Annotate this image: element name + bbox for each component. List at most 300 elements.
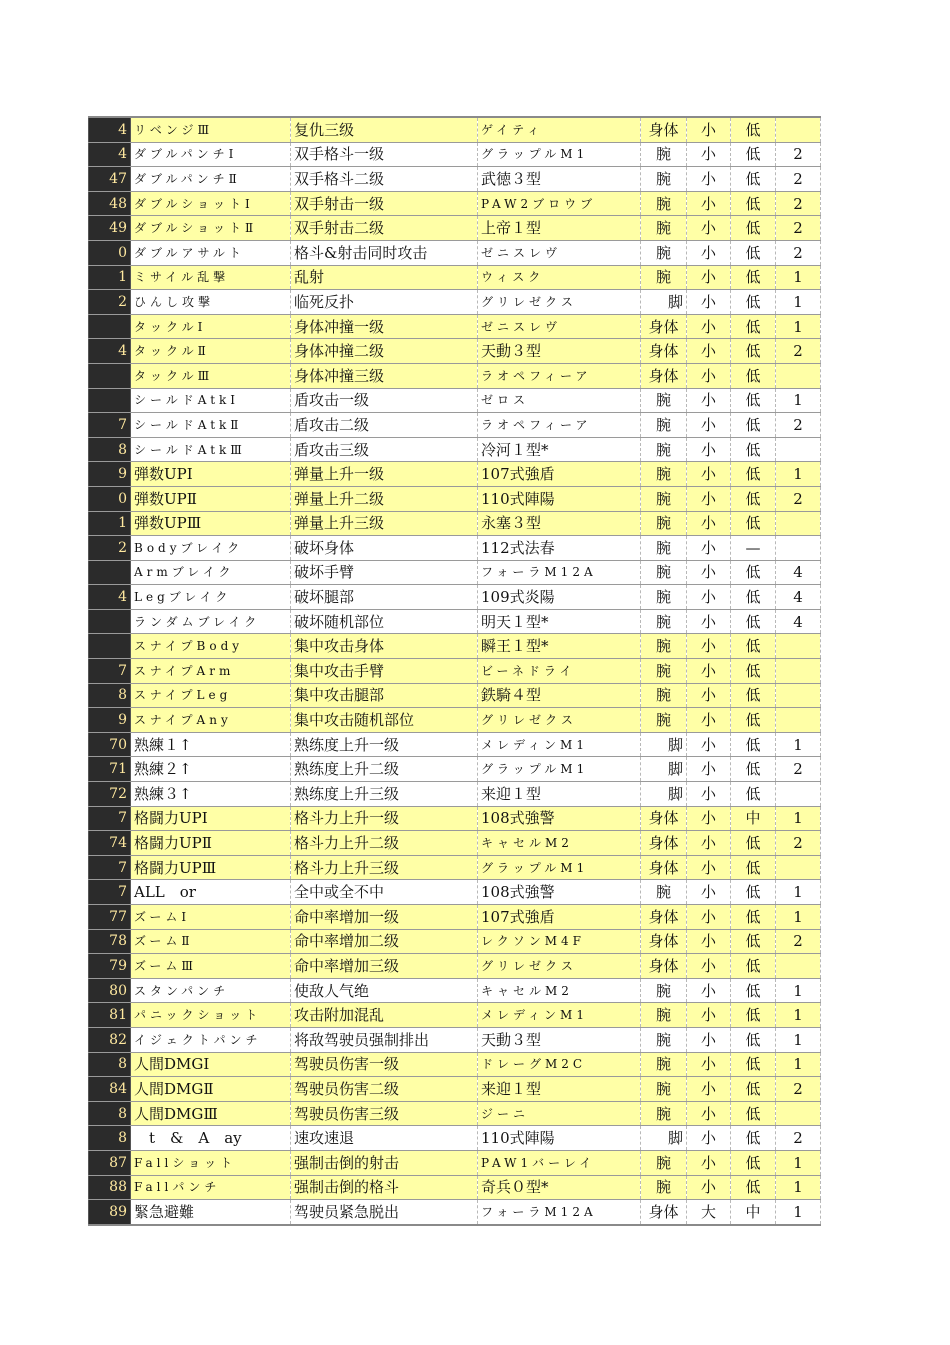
size-cell: 小: [687, 437, 731, 462]
skill-name-cell: 格闘力UPⅠ: [131, 806, 291, 831]
skill-description-cell: 破坏腿部: [291, 585, 478, 610]
part-name-cell: 鉄騎４型: [478, 683, 641, 708]
size-cell: 小: [687, 167, 731, 192]
body-part-cell: 腕: [641, 437, 687, 462]
part-name-cell: PAW1バーレイ: [478, 1150, 641, 1175]
part-name-cell: ラオペフィーア: [478, 363, 641, 388]
size-cell: 小: [687, 659, 731, 684]
skill-name-cell: タックルⅠ: [131, 314, 291, 339]
count-cell: 2: [776, 191, 821, 216]
part-name-cell: キャセルM2: [478, 831, 641, 856]
part-name-cell: 108式強警: [478, 806, 641, 831]
skill-table-body: [89, 117, 821, 1225]
size-cell: 小: [687, 339, 731, 364]
level-cell: 低: [731, 782, 776, 807]
skill-name-cell: ダブルパンチⅠ: [131, 142, 291, 167]
part-name-cell: キャセルM2: [478, 978, 641, 1003]
body-part-cell: 腕: [641, 462, 687, 487]
skill-description-cell: 驾驶员伤害二级: [291, 1077, 478, 1102]
row-number-cell: 48: [89, 191, 131, 216]
size-cell: 小: [687, 1150, 731, 1175]
part-name-cell: ゼロス: [478, 388, 641, 413]
skill-description-cell: 强制击倒的射击: [291, 1150, 478, 1175]
skill-name-cell: スナイプAny: [131, 708, 291, 733]
part-name-cell: グラップルM1: [478, 142, 641, 167]
skill-name-cell: パニックショット: [131, 1003, 291, 1028]
part-name-cell: 明天１型*: [478, 609, 641, 634]
skill-description-cell: 集中攻击随机部位: [291, 708, 478, 733]
count-cell: 1: [776, 1150, 821, 1175]
skill-description-cell: 弹量上升二级: [291, 486, 478, 511]
skill-description-cell: 驾驶员伤害一级: [291, 1052, 478, 1077]
size-cell: 小: [687, 634, 731, 659]
row-number-cell: [89, 363, 131, 388]
skill-description-cell: 驾驶员紧急脱出: [291, 1200, 478, 1225]
body-part-cell: 腕: [641, 1101, 687, 1126]
body-part-cell: 身体: [641, 363, 687, 388]
part-name-cell: 武徳３型: [478, 167, 641, 192]
count-cell: 2: [776, 413, 821, 438]
count-cell: 1: [776, 732, 821, 757]
body-part-cell: 身体: [641, 806, 687, 831]
skill-name-cell: イジェクトパンチ: [131, 1027, 291, 1052]
body-part-cell: 腕: [641, 536, 687, 561]
level-cell: 低: [731, 708, 776, 733]
skill-description-cell: 驾驶员伤害三级: [291, 1101, 478, 1126]
size-cell: 大: [687, 1200, 731, 1225]
row-number-cell: 79: [89, 954, 131, 979]
skill-name-cell: 弾数UPⅡ: [131, 486, 291, 511]
size-cell: 小: [687, 1101, 731, 1126]
skill-name-cell: 弾数UPⅢ: [131, 511, 291, 536]
level-cell: 中: [731, 806, 776, 831]
count-cell: [776, 855, 821, 880]
level-cell: 低: [731, 905, 776, 930]
level-cell: 低: [731, 265, 776, 290]
count-cell: 1: [776, 806, 821, 831]
row-number-cell: 9: [89, 708, 131, 733]
row-number-cell: 2: [89, 536, 131, 561]
row-number-cell: [89, 388, 131, 413]
count-cell: 1: [776, 1003, 821, 1028]
level-cell: 低: [731, 609, 776, 634]
part-name-cell: ドレーグM2C: [478, 1052, 641, 1077]
table-row: [89, 757, 821, 782]
count-cell: 2: [776, 142, 821, 167]
table-row: [89, 437, 821, 462]
skill-description-cell: 身体冲撞一级: [291, 314, 478, 339]
body-part-cell: 腕: [641, 511, 687, 536]
body-part-cell: 身体: [641, 831, 687, 856]
level-cell: 低: [731, 831, 776, 856]
level-cell: 低: [731, 1052, 776, 1077]
level-cell: 低: [731, 240, 776, 265]
skill-name-cell: 緊急避難: [131, 1200, 291, 1225]
table-row: [89, 585, 821, 610]
skill-description-cell: 破坏随机部位: [291, 609, 478, 634]
part-name-cell: ジーニ: [478, 1101, 641, 1126]
row-number-cell: [89, 634, 131, 659]
size-cell: 小: [687, 191, 731, 216]
skill-name-cell: スナイプBody: [131, 634, 291, 659]
count-cell: 1: [776, 1200, 821, 1225]
level-cell: 低: [731, 290, 776, 315]
count-cell: [776, 511, 821, 536]
body-part-cell: 身体: [641, 339, 687, 364]
table-row: [89, 782, 821, 807]
skill-description-cell: 格斗力上升二级: [291, 831, 478, 856]
body-part-cell: 腕: [641, 634, 687, 659]
part-name-cell: 110式陣陽: [478, 1126, 641, 1151]
skill-name-cell: ズームⅠ: [131, 905, 291, 930]
size-cell: 小: [687, 240, 731, 265]
skill-table-sheet: [88, 116, 820, 1226]
row-number-cell: 9: [89, 462, 131, 487]
count-cell: 1: [776, 1175, 821, 1200]
body-part-cell: 腕: [641, 142, 687, 167]
skill-name-cell: ズームⅢ: [131, 954, 291, 979]
part-name-cell: レクソンM4F: [478, 929, 641, 954]
body-part-cell: 脚: [641, 782, 687, 807]
skill-name-cell: スナイプArm: [131, 659, 291, 684]
body-part-cell: 腕: [641, 1175, 687, 1200]
skill-description-cell: 破坏手臂: [291, 560, 478, 585]
skill-description-cell: 将敌驾驶员强制排出: [291, 1027, 478, 1052]
skill-name-cell: Fallショット: [131, 1150, 291, 1175]
skill-name-cell: ダブルショットⅡ: [131, 216, 291, 241]
size-cell: 小: [687, 954, 731, 979]
level-cell: 低: [731, 634, 776, 659]
count-cell: 2: [776, 339, 821, 364]
body-part-cell: 脚: [641, 732, 687, 757]
count-cell: 2: [776, 486, 821, 511]
level-cell: 低: [731, 683, 776, 708]
table-row: [89, 413, 821, 438]
table-row: [89, 609, 821, 634]
part-name-cell: 112式法春: [478, 536, 641, 561]
row-number-cell: 81: [89, 1003, 131, 1028]
row-number-cell: 70: [89, 732, 131, 757]
skill-name-cell: 人間DMGⅠ: [131, 1052, 291, 1077]
size-cell: 小: [687, 855, 731, 880]
skill-name-cell: Legブレイク: [131, 585, 291, 610]
level-cell: 低: [731, 1150, 776, 1175]
skill-name-cell: スタンパンチ: [131, 978, 291, 1003]
table-row: [89, 659, 821, 684]
size-cell: 小: [687, 929, 731, 954]
size-cell: 小: [687, 363, 731, 388]
row-number-cell: 84: [89, 1077, 131, 1102]
body-part-cell: 腕: [641, 708, 687, 733]
row-number-cell: 49: [89, 216, 131, 241]
body-part-cell: 脚: [641, 757, 687, 782]
part-name-cell: 107式強盾: [478, 462, 641, 487]
row-number-cell: 8: [89, 1052, 131, 1077]
body-part-cell: 身体: [641, 314, 687, 339]
row-number-cell: 80: [89, 978, 131, 1003]
body-part-cell: 腕: [641, 560, 687, 585]
row-number-cell: [89, 609, 131, 634]
size-cell: 小: [687, 1052, 731, 1077]
body-part-cell: 身体: [641, 117, 687, 142]
table-row: [89, 191, 821, 216]
level-cell: 低: [731, 732, 776, 757]
level-cell: 低: [731, 363, 776, 388]
level-cell: 低: [731, 191, 776, 216]
row-number-cell: 0: [89, 240, 131, 265]
skill-name-cell: ミサイル乱撃: [131, 265, 291, 290]
level-cell: 低: [731, 954, 776, 979]
level-cell: 低: [731, 560, 776, 585]
skill-description-cell: 命中率增加二级: [291, 929, 478, 954]
size-cell: 小: [687, 782, 731, 807]
skill-table: [88, 116, 821, 1226]
table-row: [89, 167, 821, 192]
count-cell: 1: [776, 1027, 821, 1052]
size-cell: 小: [687, 413, 731, 438]
row-number-cell: 74: [89, 831, 131, 856]
level-cell: 低: [731, 486, 776, 511]
count-cell: 2: [776, 167, 821, 192]
skill-description-cell: 弹量上升一级: [291, 462, 478, 487]
table-row: [89, 240, 821, 265]
skill-description-cell: 使敌人气绝: [291, 978, 478, 1003]
level-cell: 低: [731, 659, 776, 684]
skill-name-cell: シールドAtkⅢ: [131, 437, 291, 462]
row-number-cell: 4: [89, 142, 131, 167]
level-cell: 低: [731, 462, 776, 487]
table-row: [89, 1077, 821, 1102]
table-row: [89, 1027, 821, 1052]
body-part-cell: 身体: [641, 855, 687, 880]
row-number-cell: 82: [89, 1027, 131, 1052]
table-row: [89, 1003, 821, 1028]
count-cell: [776, 437, 821, 462]
row-number-cell: 2: [89, 290, 131, 315]
row-number-cell: 4: [89, 585, 131, 610]
count-cell: [776, 708, 821, 733]
part-name-cell: 来迎１型: [478, 782, 641, 807]
body-part-cell: 腕: [641, 1077, 687, 1102]
skill-description-cell: 乱射: [291, 265, 478, 290]
row-number-cell: 78: [89, 929, 131, 954]
size-cell: 小: [687, 1126, 731, 1151]
count-cell: 2: [776, 240, 821, 265]
part-name-cell: 永塞３型: [478, 511, 641, 536]
table-row: [89, 290, 821, 315]
size-cell: 小: [687, 1077, 731, 1102]
row-number-cell: 8: [89, 437, 131, 462]
body-part-cell: 腕: [641, 191, 687, 216]
skill-description-cell: 盾攻击三级: [291, 437, 478, 462]
table-row: [89, 708, 821, 733]
level-cell: —: [731, 536, 776, 561]
count-cell: 1: [776, 905, 821, 930]
part-name-cell: 109式炎陽: [478, 585, 641, 610]
skill-description-cell: 格斗力上升三级: [291, 855, 478, 880]
level-cell: 低: [731, 413, 776, 438]
row-number-cell: 8: [89, 1101, 131, 1126]
skill-description-cell: 集中攻击腿部: [291, 683, 478, 708]
skill-name-cell: シールドAtkⅠ: [131, 388, 291, 413]
body-part-cell: 腕: [641, 609, 687, 634]
skill-name-cell: リベンジⅢ: [131, 117, 291, 142]
skill-name-cell: ダブルアサルト: [131, 240, 291, 265]
size-cell: 小: [687, 609, 731, 634]
skill-description-cell: 命中率增加三级: [291, 954, 478, 979]
table-row: [89, 732, 821, 757]
body-part-cell: 脚: [641, 290, 687, 315]
row-number-cell: 71: [89, 757, 131, 782]
part-name-cell: 瞬王１型*: [478, 634, 641, 659]
skill-description-cell: 攻击附加混乱: [291, 1003, 478, 1028]
table-row: [89, 880, 821, 905]
level-cell: 中: [731, 1200, 776, 1225]
level-cell: 低: [731, 437, 776, 462]
skill-description-cell: 身体冲撞三级: [291, 363, 478, 388]
row-number-cell: 89: [89, 1200, 131, 1225]
skill-name-cell: 人間DMGⅢ: [131, 1101, 291, 1126]
skill-description-cell: 复仇三级: [291, 117, 478, 142]
table-row: [89, 1175, 821, 1200]
size-cell: 小: [687, 536, 731, 561]
body-part-cell: 身体: [641, 954, 687, 979]
count-cell: [776, 954, 821, 979]
table-row: [89, 314, 821, 339]
size-cell: 小: [687, 314, 731, 339]
table-row: [89, 1052, 821, 1077]
count-cell: 4: [776, 585, 821, 610]
body-part-cell: 腕: [641, 683, 687, 708]
part-name-cell: ラオペフィーア: [478, 413, 641, 438]
count-cell: [776, 659, 821, 684]
part-name-cell: PAW2ブロウブ: [478, 191, 641, 216]
count-cell: 1: [776, 290, 821, 315]
level-cell: 低: [731, 167, 776, 192]
part-name-cell: メレディンM1: [478, 732, 641, 757]
level-cell: 低: [731, 511, 776, 536]
level-cell: 低: [731, 929, 776, 954]
level-cell: 低: [731, 1101, 776, 1126]
part-name-cell: フォーラM12A: [478, 560, 641, 585]
size-cell: 小: [687, 511, 731, 536]
part-name-cell: 天動３型: [478, 339, 641, 364]
size-cell: 小: [687, 388, 731, 413]
body-part-cell: 腕: [641, 167, 687, 192]
table-row: [89, 929, 821, 954]
skill-name-cell: 熟練３↑: [131, 782, 291, 807]
count-cell: [776, 536, 821, 561]
row-number-cell: 0: [89, 486, 131, 511]
level-cell: 低: [731, 757, 776, 782]
skill-name-cell: シールドAtkⅡ: [131, 413, 291, 438]
count-cell: 2: [776, 757, 821, 782]
skill-name-cell: Bodyブレイク: [131, 536, 291, 561]
row-number-cell: 7: [89, 855, 131, 880]
size-cell: 小: [687, 757, 731, 782]
count-cell: 1: [776, 880, 821, 905]
body-part-cell: 身体: [641, 1200, 687, 1225]
row-number-cell: 7: [89, 413, 131, 438]
table-row: [89, 634, 821, 659]
row-number-cell: 7: [89, 880, 131, 905]
skill-description-cell: 双手射击一级: [291, 191, 478, 216]
table-row: [89, 462, 821, 487]
count-cell: 4: [776, 560, 821, 585]
level-cell: 低: [731, 978, 776, 1003]
body-part-cell: 腕: [641, 216, 687, 241]
part-name-cell: 天動３型: [478, 1027, 641, 1052]
row-number-cell: [89, 560, 131, 585]
skill-name-cell: 弾数UPⅠ: [131, 462, 291, 487]
row-number-cell: 8: [89, 1126, 131, 1151]
count-cell: 1: [776, 978, 821, 1003]
count-cell: 1: [776, 388, 821, 413]
skill-name-cell: タックルⅢ: [131, 363, 291, 388]
size-cell: 小: [687, 560, 731, 585]
row-number-cell: 87: [89, 1150, 131, 1175]
level-cell: 低: [731, 1126, 776, 1151]
body-part-cell: 腕: [641, 486, 687, 511]
row-number-cell: [89, 314, 131, 339]
body-part-cell: 腕: [641, 413, 687, 438]
skill-name-cell: 格闘力UPⅢ: [131, 855, 291, 880]
part-name-cell: フォーラM12A: [478, 1200, 641, 1225]
level-cell: 低: [731, 142, 776, 167]
body-part-cell: 腕: [641, 388, 687, 413]
size-cell: 小: [687, 265, 731, 290]
count-cell: 1: [776, 462, 821, 487]
skill-description-cell: 强制击倒的格斗: [291, 1175, 478, 1200]
table-row: [89, 511, 821, 536]
skill-name-cell: ダブルショットⅠ: [131, 191, 291, 216]
skill-description-cell: 身体冲撞二级: [291, 339, 478, 364]
skill-description-cell: 集中攻击身体: [291, 634, 478, 659]
body-part-cell: 身体: [641, 929, 687, 954]
skill-description-cell: 格斗力上升一级: [291, 806, 478, 831]
count-cell: [776, 782, 821, 807]
body-part-cell: 腕: [641, 1150, 687, 1175]
skill-description-cell: 弹量上升三级: [291, 511, 478, 536]
table-row: [89, 954, 821, 979]
level-cell: 低: [731, 339, 776, 364]
table-row: [89, 388, 821, 413]
level-cell: 低: [731, 585, 776, 610]
part-name-cell: 来迎１型: [478, 1077, 641, 1102]
skill-description-cell: 双手格斗一级: [291, 142, 478, 167]
skill-name-cell: スナイプLeg: [131, 683, 291, 708]
size-cell: 小: [687, 1027, 731, 1052]
skill-name-cell: ALL or: [131, 880, 291, 905]
skill-name-cell: タックルⅡ: [131, 339, 291, 364]
size-cell: 小: [687, 978, 731, 1003]
row-number-cell: 1: [89, 511, 131, 536]
size-cell: 小: [687, 831, 731, 856]
size-cell: 小: [687, 117, 731, 142]
level-cell: 低: [731, 855, 776, 880]
table-row: [89, 855, 821, 880]
part-name-cell: ウィスク: [478, 265, 641, 290]
skill-description-cell: 破坏身体: [291, 536, 478, 561]
skill-description-cell: 双手射击二级: [291, 216, 478, 241]
part-name-cell: メレディンM1: [478, 1003, 641, 1028]
skill-description-cell: 熟练度上升二级: [291, 757, 478, 782]
table-row: [89, 560, 821, 585]
row-number-cell: 77: [89, 905, 131, 930]
skill-name-cell: 格闘力UPⅡ: [131, 831, 291, 856]
level-cell: 低: [731, 1027, 776, 1052]
part-name-cell: グラップルM1: [478, 757, 641, 782]
